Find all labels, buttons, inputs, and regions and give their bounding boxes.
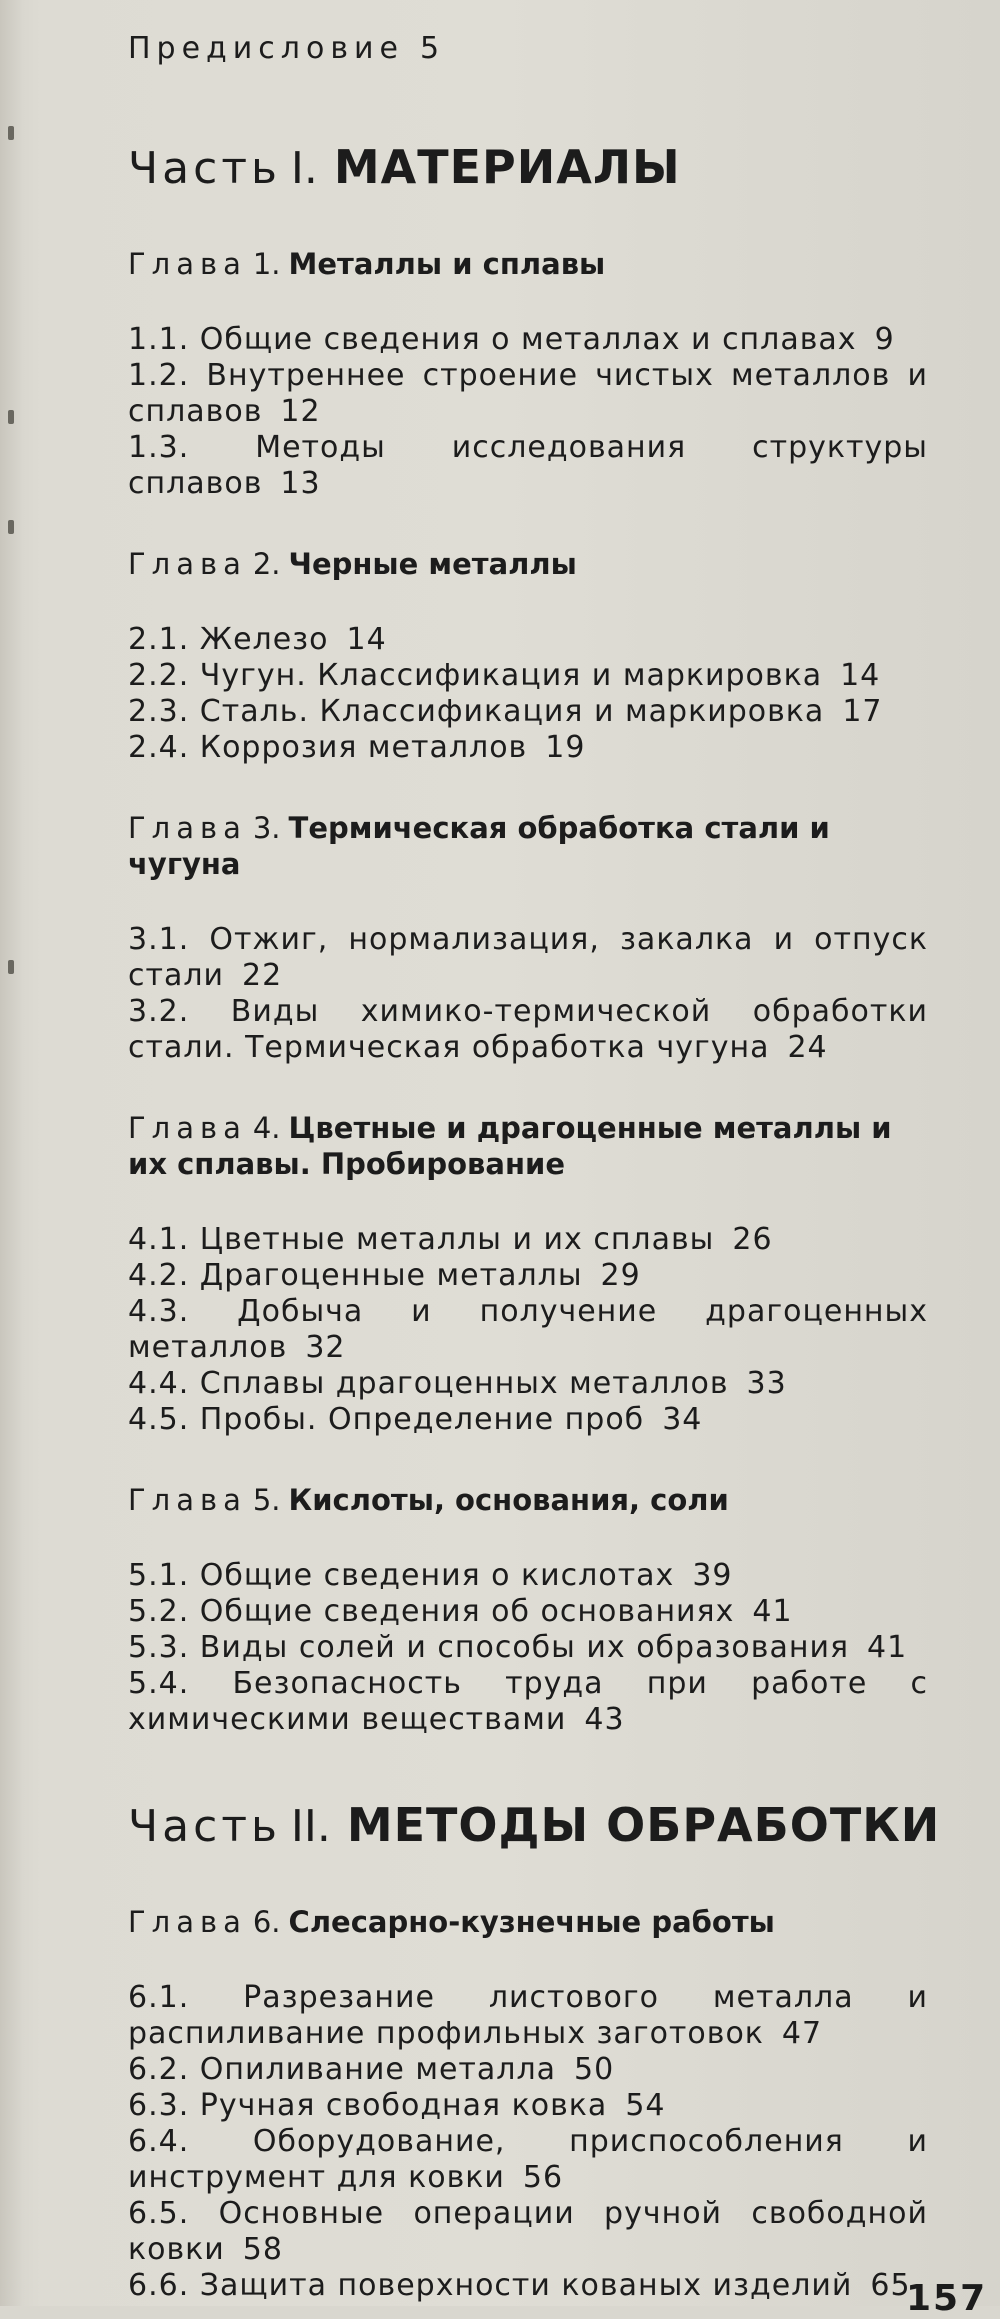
chapter-title: Цветные и драгоценные металлы и их сплавы. Пробирование [128, 1111, 892, 1181]
toc-entry [128, 1594, 928, 1630]
toc-entry-page: 56 [522, 2160, 564, 2195]
chapter-number: 5. [252, 1483, 281, 1517]
chapter-heading [128, 246, 928, 282]
toc-entry [128, 1558, 928, 1594]
chapter-title: Черные металлы [288, 547, 577, 581]
chapter-number: 2. [252, 547, 281, 581]
toc-entry-page: 29 [600, 1258, 641, 1293]
margin-mark [8, 126, 14, 140]
toc-entry-text: 6.2. Опиливание металла [128, 2052, 557, 2087]
toc-entry-page: 54 [625, 2088, 666, 2123]
toc-entry [128, 2124, 928, 2196]
toc-entry [128, 1402, 928, 1438]
table-of-contents [128, 26, 941, 2304]
chapter-heading [128, 1482, 928, 1518]
toc-entry [128, 730, 928, 766]
toc-entry-page: 14 [840, 658, 881, 693]
chapter-entries [128, 922, 928, 1066]
chapter-label: Глава [128, 811, 247, 845]
chapter-label: Глава [128, 1483, 247, 1517]
toc-entry-page: 19 [545, 730, 586, 765]
toc-body [128, 132, 941, 2304]
toc-entry-text: 6.3. Ручная свободная ковка [128, 2088, 608, 2123]
toc-entry [128, 994, 928, 1066]
toc-entry [128, 430, 928, 502]
toc-entry-page: 17 [842, 694, 883, 729]
toc-entry-text: 4.1. Цветные металлы и их сплавы [128, 1222, 715, 1257]
book-spine-shadow [0, 0, 22, 2306]
chapter-entries [128, 322, 928, 502]
chapter-title: Металлы и сплавы [288, 247, 606, 281]
preface-line [128, 26, 928, 72]
chapter-heading [128, 1904, 928, 1940]
toc-entry-text: 5.1. Общие сведения о кислотах [128, 1558, 675, 1593]
chapter-label: Глава [128, 247, 247, 281]
toc-entry-text: 2.4. Коррозия металлов [128, 730, 528, 765]
toc-entry [128, 1666, 928, 1738]
margin-mark [8, 520, 14, 534]
toc-entry-text: 6.6. Защита поверхности кованых изделий [128, 2268, 853, 2303]
toc-entry-page: 65 [870, 2268, 911, 2303]
toc-entry-page: 41 [752, 1594, 793, 1629]
chapter-number: 6. [252, 1905, 281, 1939]
toc-entry-text: 4.5. Пробы. Определение проб [128, 1402, 645, 1437]
toc-entry [128, 2088, 928, 2124]
chapter-entries [128, 1222, 928, 1438]
toc-entry-text: 2.3. Сталь. Классификация и маркировка [128, 694, 825, 729]
toc-entry [128, 622, 928, 658]
chapter-label: Глава [128, 1111, 247, 1145]
chapter-title: Термическая обработка стали и чугуна [128, 811, 830, 881]
chapter-heading [128, 546, 928, 582]
toc-entry [128, 1980, 928, 2052]
toc-entry [128, 322, 928, 358]
toc-entry [128, 922, 928, 994]
toc-entry-page: 47 [781, 2016, 823, 2051]
chapter-number: 4. [252, 1111, 281, 1145]
chapter-entries [128, 1980, 928, 2304]
toc-entry-text: 5.2. Общие сведения об основаниях [128, 1594, 735, 1629]
preface-page: 5 [419, 31, 440, 66]
toc-entry-page: 32 [305, 1330, 346, 1365]
toc-entry-text: 5.4. Безопасность труда при работе с химическими веществами [128, 1666, 928, 1737]
toc-entry-text: 4.3. Добыча и получение драгоценных металлов [128, 1294, 928, 1365]
toc-entry-text: 1.3. Методы исследования структуры сплавов [128, 430, 928, 501]
part-title: МАТЕРИАЛЫ [333, 140, 681, 194]
part-label: Часть [128, 1801, 281, 1852]
part-number: II. [290, 1801, 331, 1852]
toc-entry [128, 2052, 928, 2088]
chapter-label: Глава [128, 547, 247, 581]
toc-entry-text: 3.1. Отжиг, нормализация, закалка и отпуск стали [128, 922, 928, 993]
toc-entry-text: 4.4. Сплавы драгоценных металлов [128, 1366, 729, 1401]
toc-entry-text: 1.1. Общие сведения о металлах и сплавах [128, 322, 857, 357]
toc-entry-text: 6.1. Разрезание листового металла и распиливание профильных заготовок [128, 1980, 928, 2051]
toc-entry [128, 1630, 928, 1666]
toc-entry [128, 1258, 928, 1294]
toc-entry-page: 14 [346, 622, 387, 657]
part-heading [128, 1790, 941, 1860]
margin-mark [8, 410, 14, 424]
toc-entry [128, 2196, 928, 2268]
toc-entry [128, 2268, 928, 2304]
part-label: Часть [128, 143, 281, 194]
toc-entry-page: 58 [242, 2232, 283, 2267]
toc-entry-text: 1.2. Внутреннее строение чистых металлов и сплавов [128, 358, 928, 429]
toc-entry-page: 43 [584, 1702, 625, 1737]
toc-entry [128, 694, 928, 730]
toc-entry-text: 3.2. Виды химико-термической обработки стали. Термическая обработка чугуна [128, 994, 928, 1065]
part-number: I. [290, 143, 318, 194]
toc-entry-text: 6.5. Основные операции ручной свободной ковки [128, 2196, 928, 2267]
toc-entry [128, 1294, 928, 1366]
toc-entry-page: 33 [746, 1366, 787, 1401]
toc-entry-page: 34 [662, 1402, 703, 1437]
toc-entry-text: 6.4. Оборудование, приспособления и инструмент для ковки [128, 2124, 928, 2195]
toc-entry [128, 658, 928, 694]
toc-entry-page: 26 [732, 1222, 773, 1257]
toc-entry-page: 12 [280, 394, 321, 429]
chapter-entries [128, 622, 928, 766]
toc-entry-text: 2.2. Чугун. Классификация и маркировка [128, 658, 823, 693]
chapter-title: Кислоты, основания, соли [288, 1483, 729, 1517]
toc-entry-text: 2.1. Железо [128, 622, 329, 657]
part-heading [128, 132, 928, 202]
toc-entry [128, 1222, 928, 1258]
toc-entry [128, 1366, 928, 1402]
toc-entry-page: 41 [867, 1630, 908, 1665]
part-title: МЕТОДЫ ОБРАБОТКИ [346, 1798, 941, 1852]
chapter-heading [128, 1110, 928, 1182]
chapter-label: Глава [128, 1905, 247, 1939]
toc-entry-text: 4.2. Драгоценные металлы [128, 1258, 583, 1293]
toc-entry-page: 9 [874, 322, 895, 357]
chapter-number: 3. [252, 811, 281, 845]
toc-entry-page: 13 [280, 466, 321, 501]
chapter-number: 1. [252, 247, 281, 281]
toc-entry-page: 39 [692, 1558, 733, 1593]
chapter-entries [128, 1558, 928, 1738]
toc-entry [128, 358, 928, 430]
toc-entry-page: 22 [242, 958, 283, 993]
toc-entry-page: 50 [574, 2052, 615, 2087]
toc-entry-text: 5.3. Виды солей и способы их образования [128, 1630, 850, 1665]
chapter-heading [128, 810, 928, 882]
toc-entry-page: 24 [787, 1030, 828, 1065]
preface-label: Предисловие [128, 31, 404, 66]
margin-mark [8, 960, 14, 974]
page-number: 157 [906, 2278, 988, 2319]
chapter-title: Слесарно-кузнечные работы [288, 1905, 775, 1939]
